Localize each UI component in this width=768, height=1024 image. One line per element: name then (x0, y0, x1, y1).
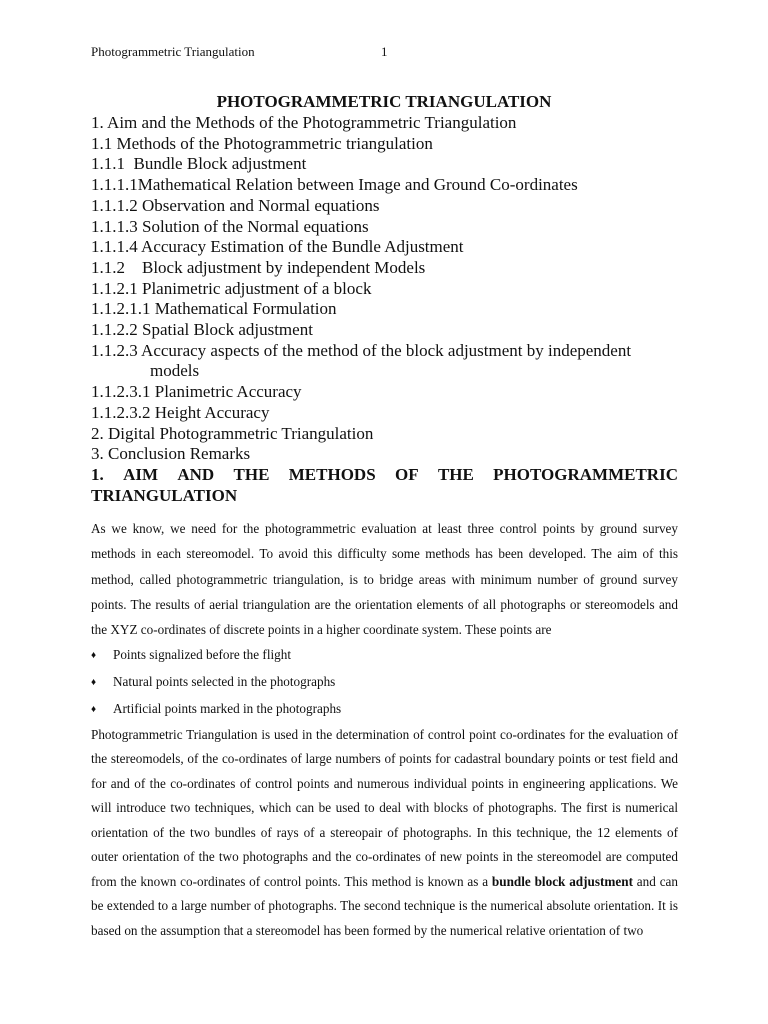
toc-entry: 1.1 Methods of the Photogrammetric triangulation (91, 133, 433, 153)
table-of-contents (91, 113, 691, 465)
section-heading (91, 464, 678, 506)
list-item (91, 696, 678, 723)
paragraph-text: and can be extended to a large number of photographs. The second technique is the numerical absolute orientation. It is based on the assumption that a stereomodel has been formed by the numerical relative orientation of two (91, 873, 678, 938)
toc-entry: 1.1.2.3.1 Planimetric Accuracy (91, 382, 302, 402)
toc-entry: 1.1.1.3 Solution of the Normal equations (91, 216, 369, 236)
toc-entry: 1.1.2.3.2 Height Accuracy (91, 402, 270, 422)
heading-word: THE (233, 465, 270, 484)
diamond-bullet-icon: ♦ (91, 677, 97, 689)
points-list (91, 642, 678, 722)
intro-paragraph: As we know, we need for the photogrammetric evaluation at least three control points by ground survey methods in each stereomodel. To avoid this difficulty some methods has been developed. The aim of this method, called photogrammetric triangulation, is to bridge areas with minimum number of ground survey points. The results of aerial triangulation are the orientation elements of all photographs or stereomodels and the XYZ co-ordinates of discrete points in a higher coordinate system. These points are (91, 521, 678, 638)
heading-word: THE (437, 465, 474, 484)
list-item-text: Points signalized before the flight (113, 647, 291, 663)
toc-entry: 3. Conclusion Remarks (91, 444, 251, 464)
toc-entry: 1.1.2.3 Accuracy aspects of the method of the block adjustment by independent (91, 340, 632, 360)
heading-word: AND (177, 465, 215, 484)
list-item (91, 669, 678, 696)
diamond-bullet-icon: ♦ (91, 650, 97, 662)
list-item-text: Artificial points marked in the photographs (113, 701, 342, 717)
toc-entry: 1.1.2.1.1 Mathematical Formulation (91, 299, 337, 319)
diamond-bullet-icon: ♦ (91, 704, 97, 716)
toc-entry: 1.1.1 Bundle Block adjustment (91, 154, 307, 174)
document-title: PHOTOGRAMMETRIC TRIANGULATION (216, 92, 552, 111)
heading-word: METHODS (288, 465, 376, 484)
list-item-text: Natural points selected in the photographs (113, 674, 336, 690)
heading-line-2: TRIANGULATION (91, 486, 238, 505)
heading-word: 1. (91, 465, 104, 484)
triangulation-paragraph (91, 723, 678, 944)
heading-word: OF (395, 465, 419, 484)
bold-term: bundle block adjustment (491, 873, 633, 889)
toc-entry: 1.1.2.1 Planimetric adjustment of a block (91, 278, 372, 298)
toc-entry-continuation: models (150, 361, 200, 381)
body-text (91, 516, 678, 943)
page-number: 1 (381, 44, 388, 59)
heading-word: PHOTOGRAMMETRIC (493, 465, 678, 484)
toc-entry: 1.1.2.2 Spatial Block adjustment (91, 320, 313, 340)
toc-entry: 1.1.2 Block adjustment by independent Models (91, 257, 426, 277)
toc-entry: 1.1.1.2 Observation and Normal equations (91, 195, 380, 215)
list-item (91, 642, 678, 669)
page-header (91, 44, 691, 60)
heading-word: AIM (123, 465, 159, 484)
toc-entry: 1.1.1.4 Accuracy Estimation of the Bundle Adjustment (91, 237, 464, 257)
running-title: Photogrammetric Triangulation (91, 44, 255, 59)
toc-entry: 2. Digital Photogrammetric Triangulation (91, 423, 374, 443)
paragraph-text: Photogrammetric Triangulation is used in the determination of control point co-ordinates for the evaluation of the stereomodels, of the co-ordinates of large numbers of points for cadastral boundary points or test field and for and of the co-ordinates of control points and numerous individual points in engineering applications. We will introduce two techniques, which can be used to deal with blocks of photographs. The first is numerical orientation of the two bundles of rays of a stereopair of photographs. In this technique, the 12 elements of outer orientation of the two photographs and the co-ordinates of new points in the stereomodel are computed from the known co-ordinates of control points. This method is known as a (91, 726, 678, 889)
toc-entry: 1. Aim and the Methods of the Photogrammetric Triangulation (91, 113, 517, 132)
toc-entry: 1.1.1.1Mathematical Relation between Image and Ground Co-ordinates (91, 175, 578, 195)
